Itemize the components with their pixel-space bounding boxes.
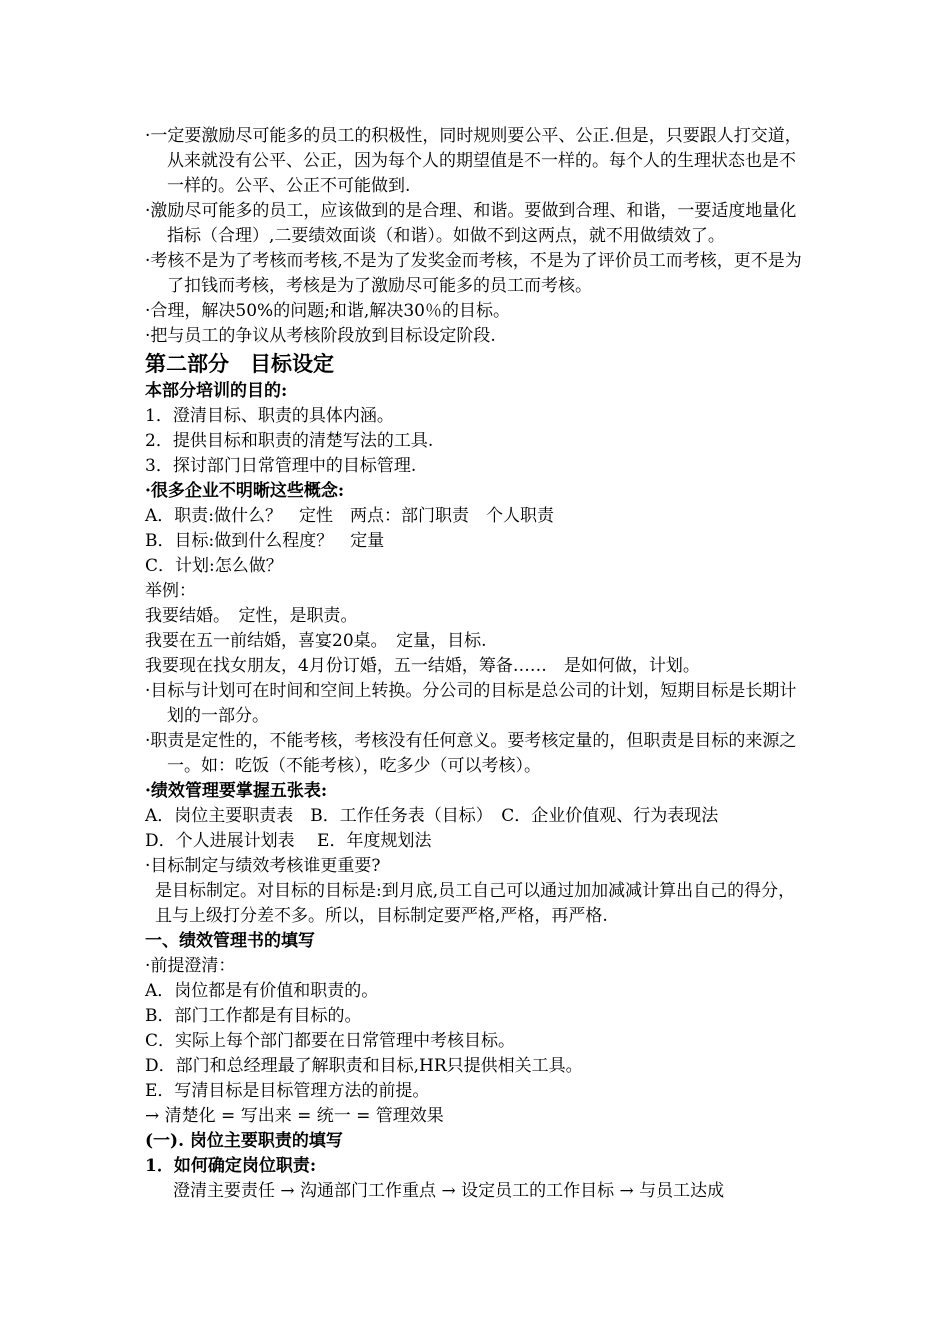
document-body bbox=[145, 124, 810, 1204]
paragraph: ·合理，解决50%的问题;和谐,解决30％的目标。 bbox=[145, 301, 510, 321]
paragraph: 我要现在找女朋友，4月份订婚，五一结婚，筹备…… 是如何做，计划。 bbox=[145, 656, 700, 676]
list-item: D．部门和总经理最了解职责和目标,HR只提供相关工具。 bbox=[145, 1056, 583, 1076]
section-heading: 第二部分 目标设定 bbox=[145, 351, 334, 376]
list-item: C．计划:怎么做？ bbox=[145, 556, 283, 576]
list-item: 2．提供目标和职责的清楚写法的工具. bbox=[145, 431, 434, 451]
list-item: E．写清目标是目标管理方法的前提。 bbox=[145, 1081, 430, 1101]
paragraph: ·目标制定与绩效考核谁更重要? bbox=[145, 856, 381, 876]
subheading: 1．如何确定岗位职责: bbox=[145, 1156, 317, 1176]
list-item: A．职责:做什么？ 定性 两点：部门职责 个人职责 bbox=[145, 506, 555, 526]
paragraph: ·激励尽可能多的员工，应该做到的是合理、和谐。要做到合理、和谐，一要适度地量化指标（合理）,二要绩效面谈（和谐）。如做不到这两点，就不用做绩效了。 bbox=[145, 201, 797, 246]
paragraph: ·职责是定性的，不能考核，考核没有任何意义。要考核定量的，但职责是目标的来源之一。如：吃饭（不能考核），吃多少（可以考核）。 bbox=[145, 731, 797, 776]
list-item: B．部门工作都是有目标的。 bbox=[145, 1006, 362, 1026]
subheading: 一、绩效管理书的填写 bbox=[145, 931, 315, 951]
subheading: ·很多企业不明晰这些概念: bbox=[145, 481, 345, 501]
list-item: C．实际上每个部门都要在日常管理中考核目标。 bbox=[145, 1031, 516, 1051]
list-item: A．岗位主要职责表 B．工作任务表（目标） C．企业价值观、行为表现法 bbox=[145, 806, 719, 826]
list-item: A．岗位都是有价值和职责的。 bbox=[145, 981, 379, 1001]
paragraph: ·目标与计划可在时间和空间上转换。分公司的目标是总公司的计划，短期目标是长期计划的一部分。 bbox=[145, 681, 797, 726]
paragraph: 澄清主要责任 → 沟通部门工作重点 → 设定员工的工作目标 → 与员工达成 bbox=[173, 1181, 725, 1201]
list-item: 1．澄清目标、职责的具体内涵。 bbox=[145, 406, 394, 426]
subheading: (一). 岗位主要职责的填写 bbox=[145, 1131, 343, 1151]
paragraph: 我要在五一前结婚，喜宴20桌。 定量，目标. bbox=[145, 631, 487, 651]
paragraph: ·把与员工的争议从考核阶段放到目标设定阶段. bbox=[145, 326, 496, 346]
paragraph: 是目标制定。对目标的目标是:到月底,员工自己可以通过加加减减计算出自己的得分，且与上级打分差不多。所以，目标制定要严格,严格，再严格. bbox=[155, 881, 796, 926]
paragraph: ·前提澄清： bbox=[145, 956, 236, 976]
list-item: 3．探讨部门日常管理中的目标管理. bbox=[145, 456, 417, 476]
list-item: D．个人进展计划表 E．年度规划法 bbox=[145, 831, 432, 851]
subheading: ·绩效管理要掌握五张表: bbox=[145, 781, 328, 801]
paragraph: 我要结婚。 定性，是职责。 bbox=[145, 606, 358, 626]
paragraph: → 清楚化 = 写出来 = 统一 = 管理效果 bbox=[145, 1106, 444, 1126]
list-item: B．目标:做到什么程度？ 定量 bbox=[145, 531, 385, 551]
subheading: 本部分培训的目的: bbox=[145, 381, 288, 401]
paragraph: 举例： bbox=[145, 581, 196, 601]
paragraph: ·考核不是为了考核而考核,不是为了发奖金而考核，不是为了评价员工而考核，更不是为了扣钱而考核，考核是为了激励尽可能多的员工而考核。 bbox=[145, 251, 802, 296]
paragraph: ·一定要激励尽可能多的员工的积极性，同时规则要公平、公正.但是，只要跟人打交道，从来就没有公平、公正，因为每个人的期望值是不一样的。每个人的生理状态也是不一样的。公平、公正不可能做到. bbox=[145, 126, 802, 196]
